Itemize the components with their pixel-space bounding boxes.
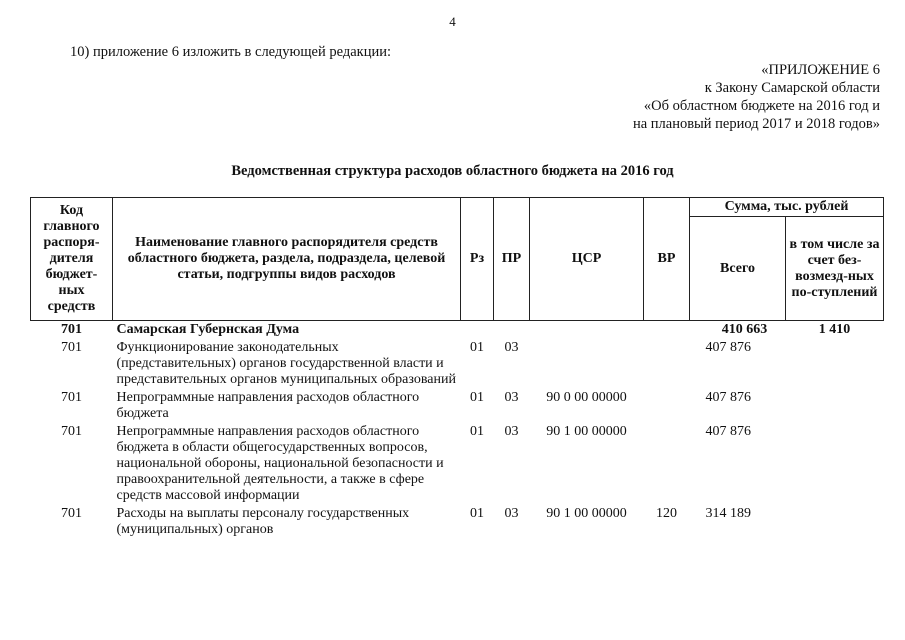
cell-total: 407 876 [705, 340, 751, 355]
table-row [31, 423, 884, 505]
cell-vr: 120 [656, 506, 677, 521]
header-csr: ЦСР [530, 198, 644, 321]
cell-vr [644, 389, 690, 423]
cell-name: Самарская Губернская Дума [116, 322, 300, 337]
cell-rz: 01 [470, 424, 484, 439]
table-row [31, 505, 884, 539]
table-row [31, 389, 884, 423]
cell-vr [644, 423, 690, 505]
cell-total: 314 189 [705, 506, 751, 521]
header-name: Наименование главного распорядителя средств областного бюджета, раздела, подраздела, целевой статьи, подгруппы видов расходов [113, 198, 461, 321]
appendix-line-3: «Об областном бюджете на 2016 год и [643, 98, 880, 114]
cell-code: 701 [61, 340, 82, 355]
cell-rz: 01 [470, 506, 484, 521]
cell-csr: 90 1 00 00000 [546, 424, 627, 439]
cell-csr [530, 339, 644, 389]
cell-name: Расходы на выплаты персоналу государственных (муниципальных) органов [116, 506, 410, 537]
cell-rz: 01 [470, 390, 484, 405]
cell-free: 1 410 [818, 322, 851, 337]
cell-pr [494, 321, 530, 340]
cell-vr [644, 321, 690, 340]
cell-free [786, 339, 884, 389]
cell-name: Непрограммные направления расходов областного бюджета [116, 390, 420, 421]
cell-csr: 90 0 00 00000 [546, 390, 627, 405]
cell-total: 407 876 [705, 390, 751, 405]
cell-code: 701 [61, 322, 82, 337]
cell-csr [530, 321, 644, 340]
cell-free [786, 505, 884, 539]
appendix-line-2: к Закону Самарской области [704, 80, 880, 96]
header-rz: Рз [461, 198, 494, 321]
appendix-line-4: на плановый период 2017 и 2018 годов» [632, 116, 880, 132]
page-number: 4 [449, 14, 456, 29]
table-body [31, 321, 884, 540]
cell-pr: 03 [504, 506, 519, 521]
cell-free [786, 389, 884, 423]
header-total: Всего [690, 217, 786, 321]
cell-free [786, 423, 884, 505]
cell-rz: 01 [470, 340, 484, 355]
cell-code: 701 [61, 424, 82, 439]
budget-table [30, 197, 884, 539]
cell-code: 701 [61, 390, 82, 405]
appendix-header [560, 61, 880, 133]
cell-vr [644, 339, 690, 389]
header-free: в том числе за счет без-возмезд-ных по-ступлений [786, 217, 884, 321]
cell-csr: 90 1 00 00000 [546, 506, 627, 521]
cell-pr: 03 [504, 340, 519, 355]
cell-rz [461, 321, 494, 340]
intro-text: 10) приложение 6 изложить в следующей редакции: [70, 44, 392, 60]
header-sum-group: Сумма, тыс. рублей [690, 198, 884, 217]
cell-pr: 03 [504, 390, 519, 405]
appendix-line-1: «ПРИЛОЖЕНИЕ 6 [761, 62, 880, 78]
table-row [31, 321, 884, 340]
cell-pr: 03 [504, 424, 519, 439]
header-pr: ПР [494, 198, 530, 321]
cell-name: Непрограммные направления расходов областного бюджета в области общегосударственных вопросов, национальной обороны, национальной безопасности и правоохранительной деятельности, а также в сфере средств массовой информации [116, 424, 444, 503]
table-header-row [31, 198, 884, 217]
cell-name: Функционирование законодательных (представительных) органов государственной власти и представительных органов муниципальных образований [116, 340, 456, 387]
table-row [31, 339, 884, 389]
cell-total: 407 876 [705, 424, 751, 439]
document-title: Ведомственная структура расходов областного бюджета на 2016 год [231, 163, 674, 179]
header-vr: ВР [644, 198, 690, 321]
header-code: Код главного распоря-дителя бюджет-ных средств [31, 198, 113, 321]
cell-total: 410 663 [721, 322, 768, 337]
cell-code: 701 [61, 506, 82, 521]
